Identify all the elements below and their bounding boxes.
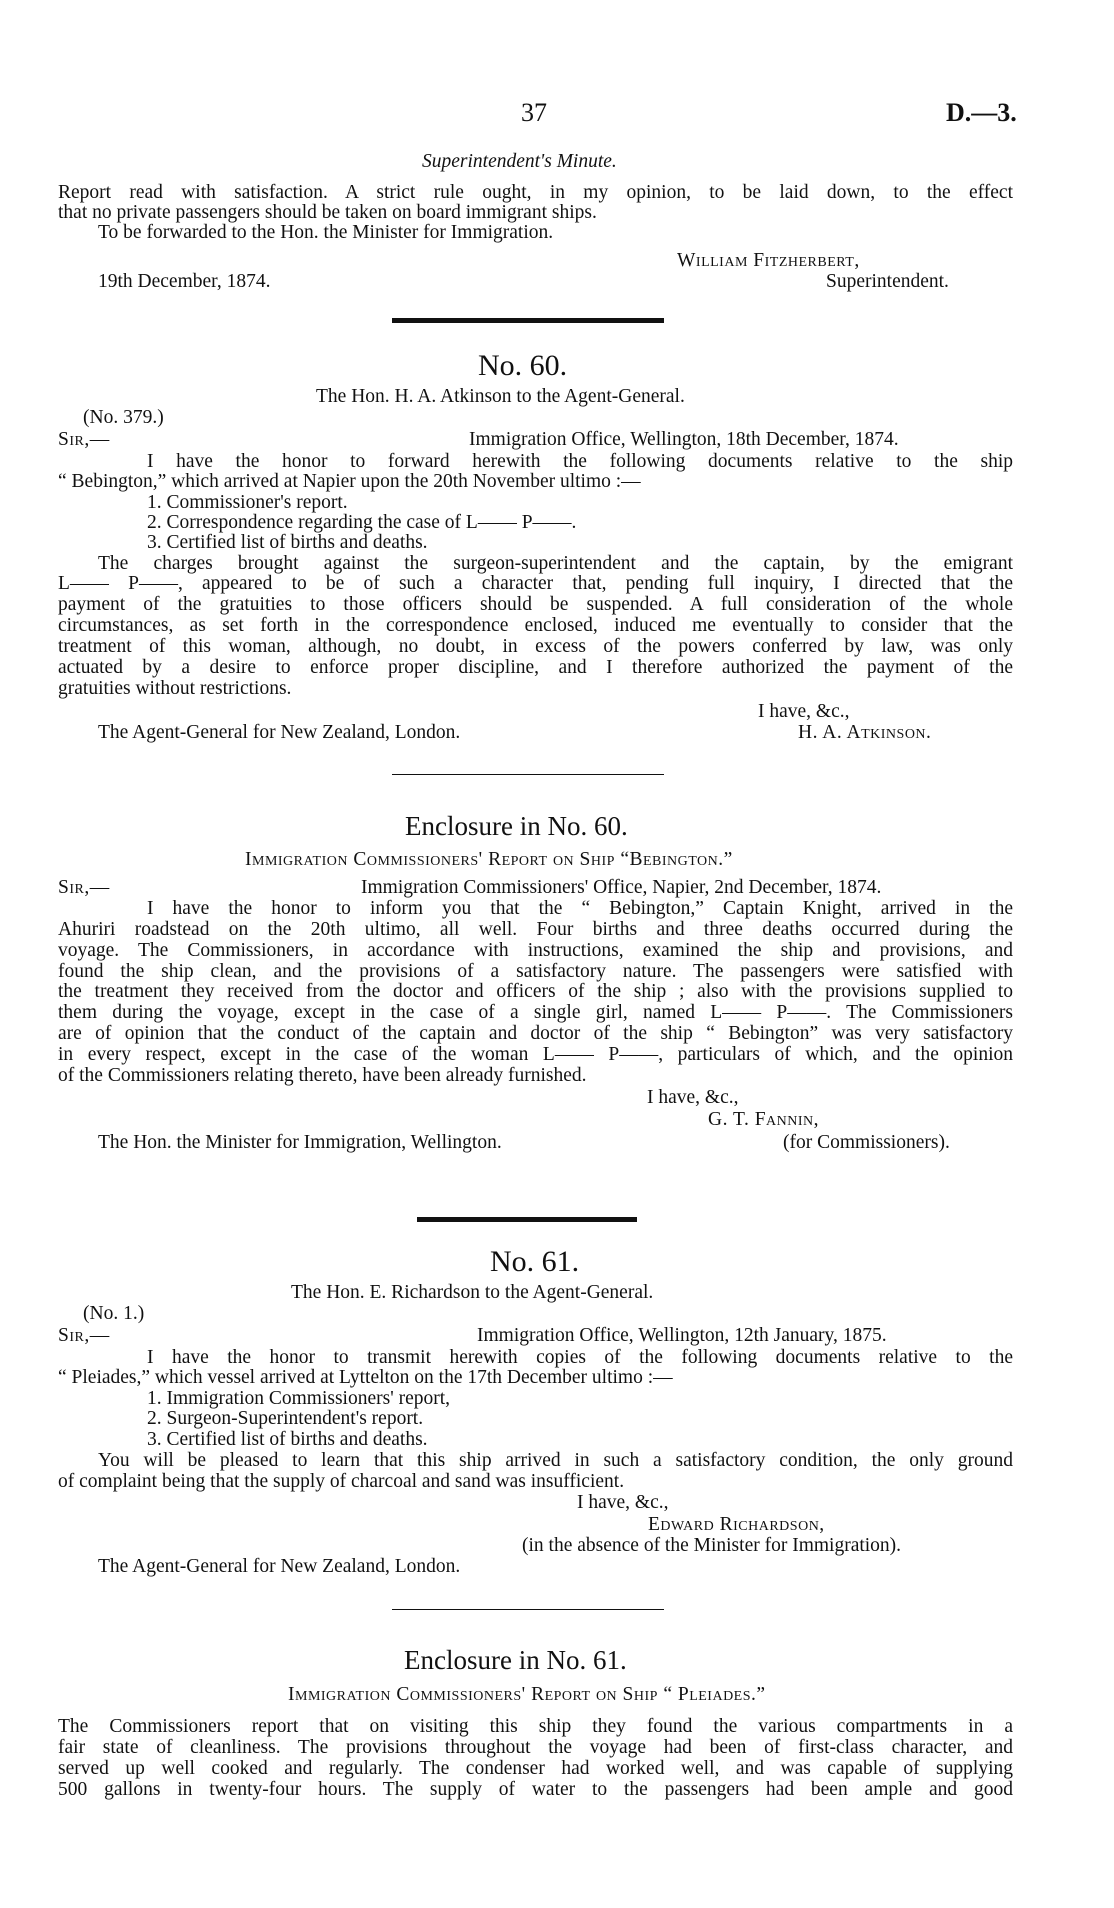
enclosure-61-para-line-4: 500 gallons in twenty-four hours. The supply of water to the passengers had been ample and good (58, 1779, 1013, 1800)
minute-date: 19th December, 1874. (98, 271, 271, 292)
letter-61-ref: (No. 1.) (83, 1303, 145, 1324)
enclosure-60-para-line-9: of the Commissioners relating thereto, have been already furnished. (58, 1065, 587, 1086)
section-divider (392, 318, 664, 323)
letter-60-subheading: The Hon. H. A. Atkinson to the Agent-General. (316, 386, 685, 407)
section-divider-thin (392, 1609, 664, 1610)
letter-61-item-1: 1. Immigration Commissioners' report, (147, 1388, 451, 1409)
enclosure-61-para-line-3: served up well cooked and regularly. The condenser had worked well, and was capable of supplying (58, 1758, 1013, 1779)
enclosure-60-para-line-4: found the ship clean, and the provisions of a satisfactory nature. The passengers were satisfied with (58, 961, 1013, 982)
section-divider-thin (392, 774, 664, 775)
letter-61-item-2: 2. Surgeon-Superintendent's report. (147, 1408, 424, 1429)
letter-61-line-1: I have the honor to transmit herewith copies of the following documents relative to the (147, 1347, 1013, 1368)
letter-60-closing: I have, &c., (758, 701, 850, 722)
letter-61-heading: No. 61. (490, 1245, 580, 1278)
letter-60-para-line-4: circumstances, as set forth in the correspondence enclosed, induced me eventually to consider that the (58, 615, 1013, 636)
page-number: 37 (521, 98, 547, 127)
enclosure-60-addressee: The Hon. the Minister for Immigration, Wellington. (98, 1132, 502, 1153)
enclosure-60-signer-note: (for Commissioners). (783, 1132, 950, 1153)
letter-60-item-1: 1. Commissioner's report. (147, 492, 348, 513)
letter-60-dateline: Immigration Office, Wellington, 18th December, 1874. (469, 429, 899, 450)
minute-line-2: that no private passengers should be taken on board immigrant ships. (58, 202, 597, 223)
minute-line-3: To be forwarded to the Hon. the Minister for Immigration. (98, 222, 554, 243)
letter-61-closing: I have, &c., (577, 1492, 669, 1513)
letter-60-item-2: 2. Correspondence regarding the case of L—— P——. (147, 512, 577, 533)
section-divider (417, 1217, 637, 1222)
enclosure-60-para-line-6: them during the voyage, except in the case of a single girl, named L—— P——. The Commissioners (58, 1002, 1013, 1023)
letter-60-para-line-3: payment of the gratuities to those officers should be suspended. A full consideration of the whole (58, 594, 1013, 615)
letter-61-salutation: Sir,— (58, 1325, 110, 1346)
enclosure-61-subheading: Immigration Commissioners' Report on Ship “ Pleiades.” (288, 1684, 766, 1705)
letter-61-para-line-1: You will be pleased to learn that this ship arrived in such a satisfactory condition, the only ground (98, 1450, 1013, 1471)
letter-60-para-line-7: gratuities without restrictions. (58, 678, 292, 699)
letter-61-subheading: The Hon. E. Richardson to the Agent-General. (291, 1282, 654, 1303)
enclosure-61-para-line-2: fair state of cleanliness. The provisions throughout the voyage had been of first-class character, and (58, 1737, 1013, 1758)
letter-61-item-3: 3. Certified list of births and deaths. (147, 1429, 428, 1450)
enclosure-60-salutation: Sir,— (58, 877, 110, 898)
letter-60-salutation: Sir,— (58, 429, 110, 450)
enclosure-60-subheading: Immigration Commissioners' Report on Ship “Bebington.” (245, 849, 733, 870)
letter-60-signer: H. A. Atkinson. (798, 722, 932, 743)
letter-60-line-1: I have the honor to forward herewith the following documents relative to the ship (147, 451, 1013, 472)
letter-60-heading: No. 60. (478, 349, 568, 382)
enclosure-60-para-line-8: in every respect, except in the case of the woman L—— P——, particulars of which, and the opinion (58, 1044, 1013, 1065)
minute-title: Superintendent's Minute. (422, 151, 617, 172)
enclosure-60-dateline: Immigration Commissioners' Office, Napier, 2nd December, 1874. (361, 877, 882, 898)
enclosure-60-para-line-1: I have the honor to inform you that the “ Bebington,” Captain Knight, arrived in the (147, 898, 1013, 919)
enclosure-61-heading: Enclosure in No. 61. (404, 1645, 627, 1675)
minute-signer-title: Superintendent. (826, 271, 949, 292)
letter-61-addressee: The Agent-General for New Zealand, London. (98, 1556, 461, 1577)
letter-60-item-3: 3. Certified list of births and deaths. (147, 532, 428, 553)
letter-60-para-line-5: treatment of this woman, although, no doubt, in excess of the powers conferred by law, was only (58, 636, 1013, 657)
enclosure-60-para-line-7: are of opinion that the conduct of the captain and doctor of the ship “ Bebington” was very satisfactory (58, 1023, 1013, 1044)
letter-61-signer: Edward Richardson, (648, 1514, 825, 1535)
letter-60-ref: (No. 379.) (83, 407, 164, 428)
enclosure-60-closing: I have, &c., (647, 1087, 739, 1108)
letter-60-para-line-2: L—— P——, appeared to be of such a character that, pending full inquiry, I directed that the (58, 573, 1013, 594)
document-reference: D.—3. (946, 98, 1017, 127)
minute-signer: William Fitzherbert, (677, 250, 860, 271)
enclosure-61-para-line-1: The Commissioners report that on visiting this ship they found the various compartments in a (58, 1716, 1013, 1737)
letter-61-line-2: “ Pleiades,” which vessel arrived at Lyttelton on the 17th December ultimo :— (58, 1367, 673, 1388)
letter-61-signer-note: (in the absence of the Minister for Immigration). (522, 1535, 902, 1556)
minute-line-1: Report read with satisfaction. A strict rule ought, in my opinion, to be laid down, to the effect (58, 182, 1013, 203)
letter-60-addressee: The Agent-General for New Zealand, London. (98, 722, 461, 743)
letter-61-para-line-2: of complaint being that the supply of charcoal and sand was insufficient. (58, 1471, 625, 1492)
letter-60-para-line-6: actuated by a desire to enforce proper discipline, and I therefore authorized the payment of the (58, 657, 1013, 678)
enclosure-60-para-line-3: voyage. The Commissioners, in accordance with instructions, examined the ship and provisions, and (58, 940, 1013, 961)
enclosure-60-signer: G. T. Fannin, (708, 1109, 820, 1130)
enclosure-60-para-line-2: Ahuriri roadstead on the 20th ultimo, all well. Four births and three deaths occurred during the (58, 919, 1013, 940)
letter-60-para-line-1: The charges brought against the surgeon-superintendent and the captain, by the emigrant (98, 553, 1013, 574)
enclosure-60-para-line-5: the treatment they received from the doctor and officers of the ship ; also with the provisions supplied to (58, 981, 1013, 1002)
enclosure-60-heading: Enclosure in No. 60. (405, 811, 628, 841)
letter-60-line-2: “ Bebington,” which arrived at Napier upon the 20th November ultimo :— (58, 471, 641, 492)
letter-61-dateline: Immigration Office, Wellington, 12th January, 1875. (477, 1325, 887, 1346)
